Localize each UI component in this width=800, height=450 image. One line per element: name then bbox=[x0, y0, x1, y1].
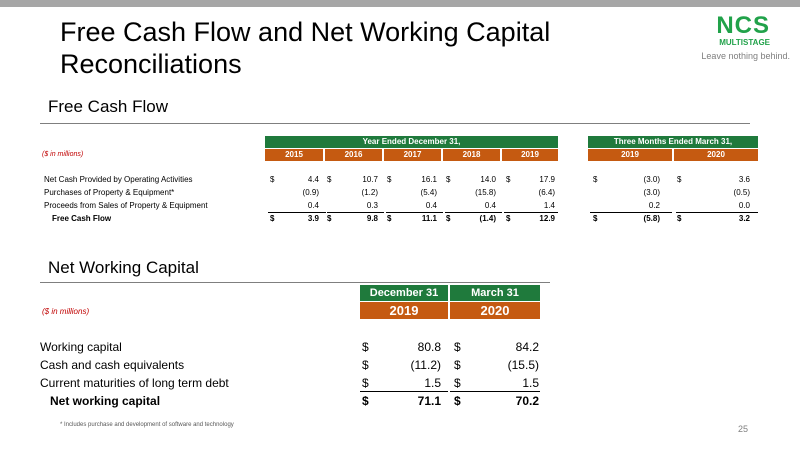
fcf-value: 0.4 bbox=[484, 201, 496, 210]
fcf-rule bbox=[40, 123, 750, 124]
nwc-value-2019: 80.8 bbox=[417, 340, 441, 354]
fcf-value: 10.7 bbox=[362, 175, 378, 184]
fcf-value: 3.9 bbox=[307, 214, 319, 223]
nwc-total-rule bbox=[450, 391, 540, 392]
fcf-value: 0.4 bbox=[425, 201, 437, 210]
fcf-value: 4.4 bbox=[307, 175, 319, 184]
nwc-value-2020: 70.2 bbox=[515, 394, 539, 408]
fcf-value: 16.1 bbox=[421, 175, 437, 184]
fcf-year-header: 2019 bbox=[502, 149, 558, 161]
fcf-total-rule bbox=[676, 212, 758, 213]
fcf-value: 1.4 bbox=[543, 201, 555, 210]
nwc-currency: $ bbox=[454, 358, 461, 372]
fcf-value: 14.0 bbox=[480, 175, 496, 184]
nwc-value-2020: 1.5 bbox=[522, 376, 539, 390]
fcf-currency: $ bbox=[677, 214, 682, 223]
nwc-table-row bbox=[40, 374, 550, 392]
logo-sub: MULTISTAGE bbox=[719, 38, 770, 47]
fcf-value: (0.9) bbox=[302, 188, 319, 197]
fcf-year-header: 2018 bbox=[443, 149, 500, 161]
fcf-value: (1.2) bbox=[361, 188, 378, 197]
nwc-value-2020: (15.5) bbox=[507, 358, 539, 372]
nwc-currency: $ bbox=[454, 340, 461, 354]
nwc-value-2019: 71.1 bbox=[417, 394, 441, 408]
fcf-currency: $ bbox=[327, 175, 332, 184]
nwc-currency: $ bbox=[454, 394, 461, 408]
fcf-currency: $ bbox=[327, 214, 332, 223]
fcf-table-row bbox=[40, 200, 760, 212]
nwc-value-2020: 84.2 bbox=[515, 340, 539, 354]
fcf-year-header: 2015 bbox=[265, 149, 323, 161]
nwc-row-label: Current maturities of long term debt bbox=[40, 376, 229, 390]
fcf-table-row bbox=[40, 213, 760, 225]
fcf-value: 17.9 bbox=[539, 175, 555, 184]
fcf-total-rule bbox=[327, 212, 384, 213]
nwc-col2-year: 2020 bbox=[450, 302, 540, 319]
footnote: * Includes purchase and development of software and technology bbox=[60, 422, 234, 428]
logo-brand: NCS bbox=[716, 12, 770, 39]
fcf-value: (5.4) bbox=[420, 188, 437, 197]
fcf-table-row bbox=[40, 174, 760, 186]
fcf-row-label: Net Cash Provided by Operating Activities bbox=[44, 175, 193, 184]
fcf-value: 0.4 bbox=[307, 201, 319, 210]
fcf-value: (6.4) bbox=[538, 188, 555, 197]
slide-title: Free Cash Flow and Net Working Capital Reconciliations bbox=[60, 17, 551, 79]
fcf-currency: $ bbox=[677, 175, 682, 184]
fcf-quarter-header: 2020 bbox=[674, 149, 758, 161]
fcf-row-label: Proceeds from Sales of Property & Equipment bbox=[44, 201, 208, 210]
fcf-currency: $ bbox=[593, 175, 598, 184]
fcf-year-header: 2016 bbox=[325, 149, 382, 161]
fcf-currency: $ bbox=[387, 175, 392, 184]
nwc-currency: $ bbox=[362, 358, 369, 372]
fcf-currency: $ bbox=[270, 175, 275, 184]
nwc-row-label: Net working capital bbox=[50, 394, 161, 408]
fcf-value: 3.2 bbox=[738, 214, 750, 223]
fcf-table-row bbox=[40, 187, 760, 199]
fcf-row-label: Free Cash Flow bbox=[52, 214, 112, 223]
fcf-currency: $ bbox=[446, 214, 451, 223]
fcf-section-title: Free Cash Flow bbox=[48, 97, 168, 116]
nwc-col1-header: December 31 bbox=[360, 285, 448, 301]
fcf-currency: $ bbox=[446, 175, 451, 184]
nwc-table-row bbox=[40, 356, 550, 374]
nwc-value-2019: 1.5 bbox=[424, 376, 441, 390]
logo-tagline: Leave nothing behind. bbox=[701, 51, 790, 61]
nwc-value-2019: (11.2) bbox=[410, 358, 441, 372]
fcf-units-label: ($ in millions) bbox=[42, 151, 84, 158]
fcf-total-rule bbox=[386, 212, 443, 213]
fcf-total-rule bbox=[504, 212, 558, 213]
nwc-table-row bbox=[40, 338, 550, 356]
fcf-value: 0.2 bbox=[648, 201, 660, 210]
nwc-section-title: Net Working Capital bbox=[48, 258, 199, 277]
fcf-currency: $ bbox=[387, 214, 392, 223]
fcf-value: (3.0) bbox=[643, 188, 660, 197]
page-number: 25 bbox=[738, 424, 749, 434]
nwc-currency: $ bbox=[454, 376, 461, 390]
fcf-value: (0.5) bbox=[733, 188, 750, 197]
fcf-year-group-header: Year Ended December 31, bbox=[265, 136, 558, 148]
nwc-col1-year: 2019 bbox=[360, 302, 448, 319]
fcf-value: (5.8) bbox=[643, 214, 660, 223]
fcf-value: (15.8) bbox=[475, 188, 496, 197]
nwc-table-row bbox=[40, 392, 550, 410]
fcf-quarter-group-header: Three Months Ended March 31, bbox=[588, 136, 758, 148]
fcf-currency: $ bbox=[593, 214, 598, 223]
fcf-currency: $ bbox=[270, 214, 275, 223]
fcf-year-header: 2017 bbox=[384, 149, 441, 161]
fcf-total-rule bbox=[445, 212, 502, 213]
nwc-currency: $ bbox=[362, 394, 369, 408]
nwc-rule bbox=[40, 282, 550, 283]
nwc-col2-header: March 31 bbox=[450, 285, 540, 301]
nwc-row-label: Cash and cash equivalents bbox=[40, 358, 185, 372]
fcf-value: 12.9 bbox=[539, 214, 555, 223]
fcf-value: 11.1 bbox=[421, 214, 437, 223]
company-logo bbox=[690, 14, 790, 62]
fcf-value: 9.8 bbox=[366, 214, 378, 223]
fcf-quarter-header: 2019 bbox=[588, 149, 672, 161]
fcf-value: 0.3 bbox=[366, 201, 378, 210]
fcf-value: (1.4) bbox=[479, 214, 496, 223]
fcf-value: (3.0) bbox=[643, 175, 660, 184]
fcf-currency: $ bbox=[506, 175, 511, 184]
fcf-total-rule bbox=[268, 212, 326, 213]
top-bar bbox=[0, 0, 800, 7]
nwc-currency: $ bbox=[362, 340, 369, 354]
nwc-total-rule bbox=[360, 391, 448, 392]
nwc-currency: $ bbox=[362, 376, 369, 390]
fcf-value: 0.0 bbox=[738, 201, 750, 210]
nwc-row-label: Working capital bbox=[40, 340, 122, 354]
nwc-units-label: ($ in millions) bbox=[42, 307, 90, 316]
fcf-currency: $ bbox=[506, 214, 511, 223]
fcf-row-label: Purchases of Property & Equipment* bbox=[44, 188, 175, 197]
fcf-value: 3.6 bbox=[738, 175, 750, 184]
fcf-total-rule bbox=[590, 212, 672, 213]
